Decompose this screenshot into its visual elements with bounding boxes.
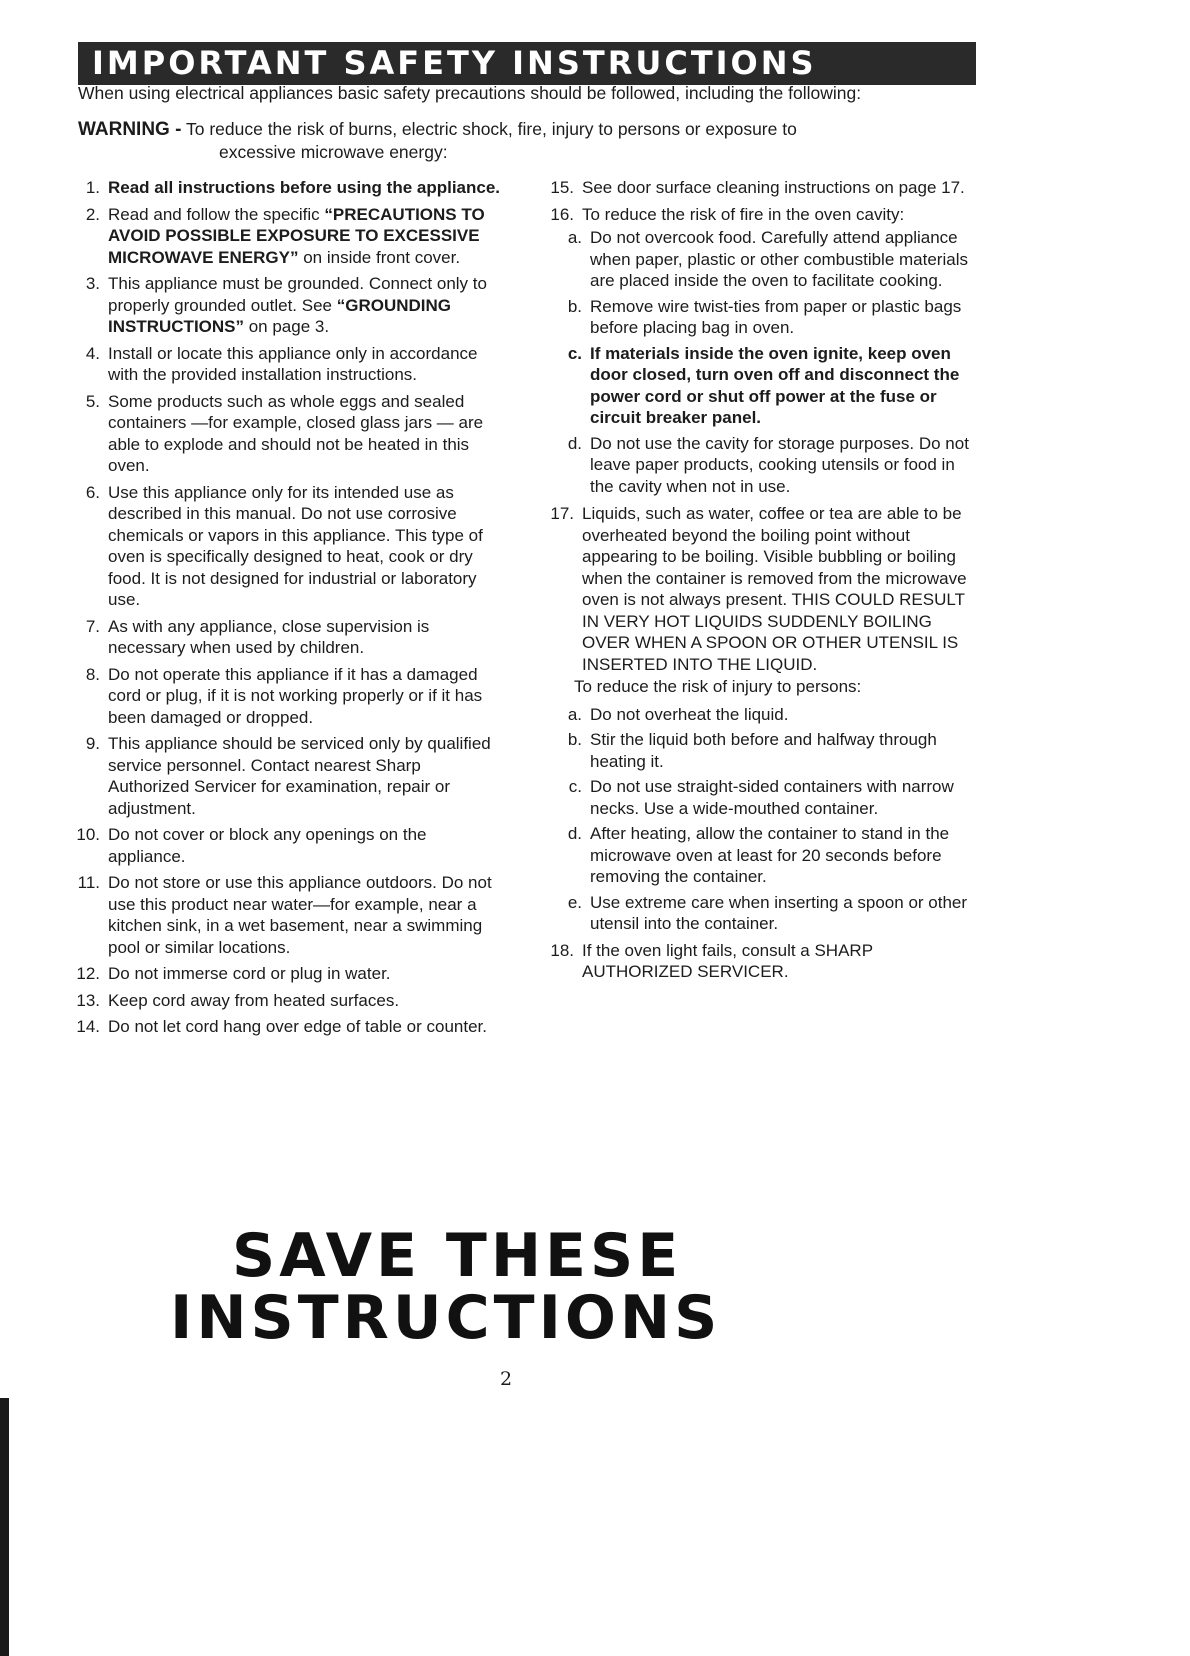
sub-item-letter: d. — [567, 433, 582, 453]
intro-text: When using electrical appliances basic safety precautions should be followed, including the following: — [78, 83, 862, 103]
list-item — [58, 616, 502, 659]
sub-item — [538, 729, 978, 772]
save-heading-line-1: SAVE THESE — [232, 1221, 683, 1291]
item-text: Liquids, such as water, coffee or tea are able to be overheated beyond the boiling point without appearing to be boiling. Visible bubbling or boiling when the container is removed from the microwave oven is not always present. THIS COULD RESULT IN VERY HOT LIQUIDS SUDDENLY BOILING OVER WHEN A SPOON OR OTHER UTENSIL IS INSERTED INTO THE LIQUID. — [582, 504, 967, 674]
list-item — [58, 824, 502, 867]
page-title: IMPORTANT SAFETY INSTRUCTIONS — [78, 42, 976, 85]
warning-text-2: excessive microwave energy: — [219, 142, 448, 162]
item-tail-text: To reduce the risk of injury to persons: — [574, 677, 862, 696]
item-number: 8. — [85, 664, 100, 684]
item-number: 14. — [76, 1017, 100, 1036]
item-text: on inside front cover. — [298, 247, 461, 267]
sub-item-letter: b. — [567, 730, 582, 749]
item-text-bold: “PRECAUTIONS TO AVOID POSSIBLE EXPOSURE TO EXCESSIVE MICROWAVE ENERGY” — [108, 204, 485, 267]
item-text: on page 3. — [244, 317, 330, 336]
item-number: 5. — [85, 391, 100, 411]
item-text: Do not immerse cord or plug in water. — [108, 964, 391, 983]
sub-item — [538, 343, 978, 429]
save-heading-line-2: INSTRUCTIONS — [170, 1283, 722, 1353]
warning-text-1: To reduce the risk of burns, electric shock, fire, injury to persons or exposure to — [185, 119, 797, 139]
item-text: Do not operate this appliance if it has a damaged cord or plug, if it is not working properly or if it has been damaged or dropped. — [108, 664, 483, 727]
item-text: To reduce the risk of fire in the oven cavity: — [582, 204, 905, 224]
item-text: Do not let cord hang over edge of table or counter. — [108, 1017, 487, 1036]
sub-item — [538, 296, 978, 339]
item-text: Do not store or use this appliance outdoors. Do not use this product near water—for example, near a kitchen sink, in a wet basement, near a swimming pool or similar locations. — [108, 873, 492, 957]
item-text: As with any appliance, close supervision is necessary when used by children. — [108, 616, 430, 657]
item-number: 15. — [550, 178, 574, 197]
item-number: 18. — [550, 940, 574, 960]
sub-item-text: After heating, allow the container to stand in the microwave oven at least for 20 seconds before removing the container. — [590, 824, 950, 886]
sub-item — [538, 776, 978, 819]
item-number: 6. — [85, 482, 100, 502]
sub-item-letter: d. — [567, 824, 582, 843]
save-instructions-heading — [170, 1221, 890, 1353]
list-item — [58, 1016, 502, 1038]
sub-item-letter: b. — [567, 296, 582, 316]
list-item — [538, 940, 978, 983]
sub-item — [538, 823, 978, 888]
item-number: 12. — [76, 964, 100, 983]
sub-item-letter: c. — [567, 343, 582, 363]
item-number: 7. — [85, 616, 100, 636]
warning-block — [78, 118, 978, 163]
list-item — [58, 664, 502, 729]
sub-item-letter: a. — [567, 704, 582, 724]
sub-item-text: Use extreme care when inserting a spoon or other utensil into the container. — [590, 892, 968, 933]
list-item — [538, 503, 978, 675]
item-text-bold: “GROUNDING INSTRUCTIONS” — [108, 295, 451, 336]
scan-edge-shadow — [0, 1398, 9, 1656]
list-item — [58, 204, 502, 269]
sub-item — [538, 704, 978, 726]
sub-item-letter: e. — [567, 892, 582, 912]
item-number: 10. — [76, 825, 100, 844]
sub-item-text: Do not overheat the liquid. — [590, 704, 789, 724]
list-item — [58, 482, 502, 611]
sub-item-text: Do not overcook food. Carefully attend appliance when paper, plastic or other combustible materials are placed inside the oven to facilitate cooking. — [590, 228, 968, 290]
list-item — [538, 177, 978, 199]
item-text: See door surface cleaning instructions on page 17. — [582, 178, 965, 197]
warning-label: WARNING - — [78, 119, 182, 140]
list-item — [58, 872, 502, 958]
item-number: 4. — [85, 343, 100, 363]
left-column — [58, 177, 502, 1043]
item-number: 9. — [85, 734, 100, 753]
item-text: This appliance must be grounded. Connect only to properly grounded outlet. See — [108, 274, 487, 315]
item-text: Read all instructions before using the appliance. — [108, 178, 501, 197]
item-text: This appliance should be serviced only by qualified service personnel. Contact nearest Sharp Authorized Servicer for examination, repair or adjustment. — [108, 734, 491, 818]
item-text: Use this appliance only for its intended use as described in this manual. Do not use corrosive chemicals or vapors in this appliance. This type of oven is specifically designed to heat, cook or dry food. It is not designed for industrial or laboratory use. — [108, 482, 483, 609]
list-item — [58, 963, 502, 985]
right-column — [538, 177, 978, 988]
list-item — [58, 990, 502, 1012]
item-number: 11. — [77, 873, 100, 892]
sub-item — [538, 433, 978, 498]
sub-item-text: Remove wire twist-ties from paper or plastic bags before placing bag in oven. — [590, 296, 962, 337]
sub-item-text: Do not use the cavity for storage purposes. Do not leave paper products, cooking utensils or food in the cavity when not in use. — [590, 433, 969, 496]
list-item — [58, 733, 502, 819]
list-item — [538, 204, 978, 226]
item-text: Install or locate this appliance only in accordance with the provided installation instructions. — [108, 343, 478, 384]
item-text: If the oven light fails, consult a SHARP AUTHORIZED SERVICER. — [582, 940, 873, 981]
item-number: 3. — [85, 274, 100, 293]
page-number: 2 — [499, 1368, 513, 1390]
item-text: Keep cord away from heated surfaces. — [108, 990, 400, 1010]
sub-item-letter: c. — [568, 777, 582, 796]
sub-item-letter: a. — [567, 228, 582, 247]
item-text: Do not cover or block any openings on the appliance. — [108, 825, 427, 866]
item-text: Some products such as whole eggs and sealed containers —for example, closed glass jars — are able to explode and should not be heated in this oven. — [108, 391, 484, 475]
item-number: 16. — [550, 204, 574, 224]
list-item — [58, 273, 502, 338]
item-text: Read and follow the specific — [108, 204, 325, 224]
sub-item-text: If materials inside the oven ignite, keep oven door closed, turn oven off and disconnect the power cord or shut off power at the fuse or circuit breaker panel. — [590, 343, 960, 427]
list-item — [58, 177, 502, 199]
sub-item — [538, 227, 978, 292]
list-item — [58, 343, 502, 386]
sub-item-text: Do not use straight-sided containers with narrow necks. Use a wide-mouthed container. — [590, 777, 954, 818]
item-number: 17. — [550, 504, 574, 523]
list-item — [58, 391, 502, 477]
item-number: 2. — [85, 204, 100, 224]
item-number: 13. — [76, 990, 100, 1010]
sub-item-text: Stir the liquid both before and halfway through heating it. — [590, 730, 937, 771]
item-number: 1. — [85, 178, 100, 197]
sub-item — [538, 892, 978, 935]
